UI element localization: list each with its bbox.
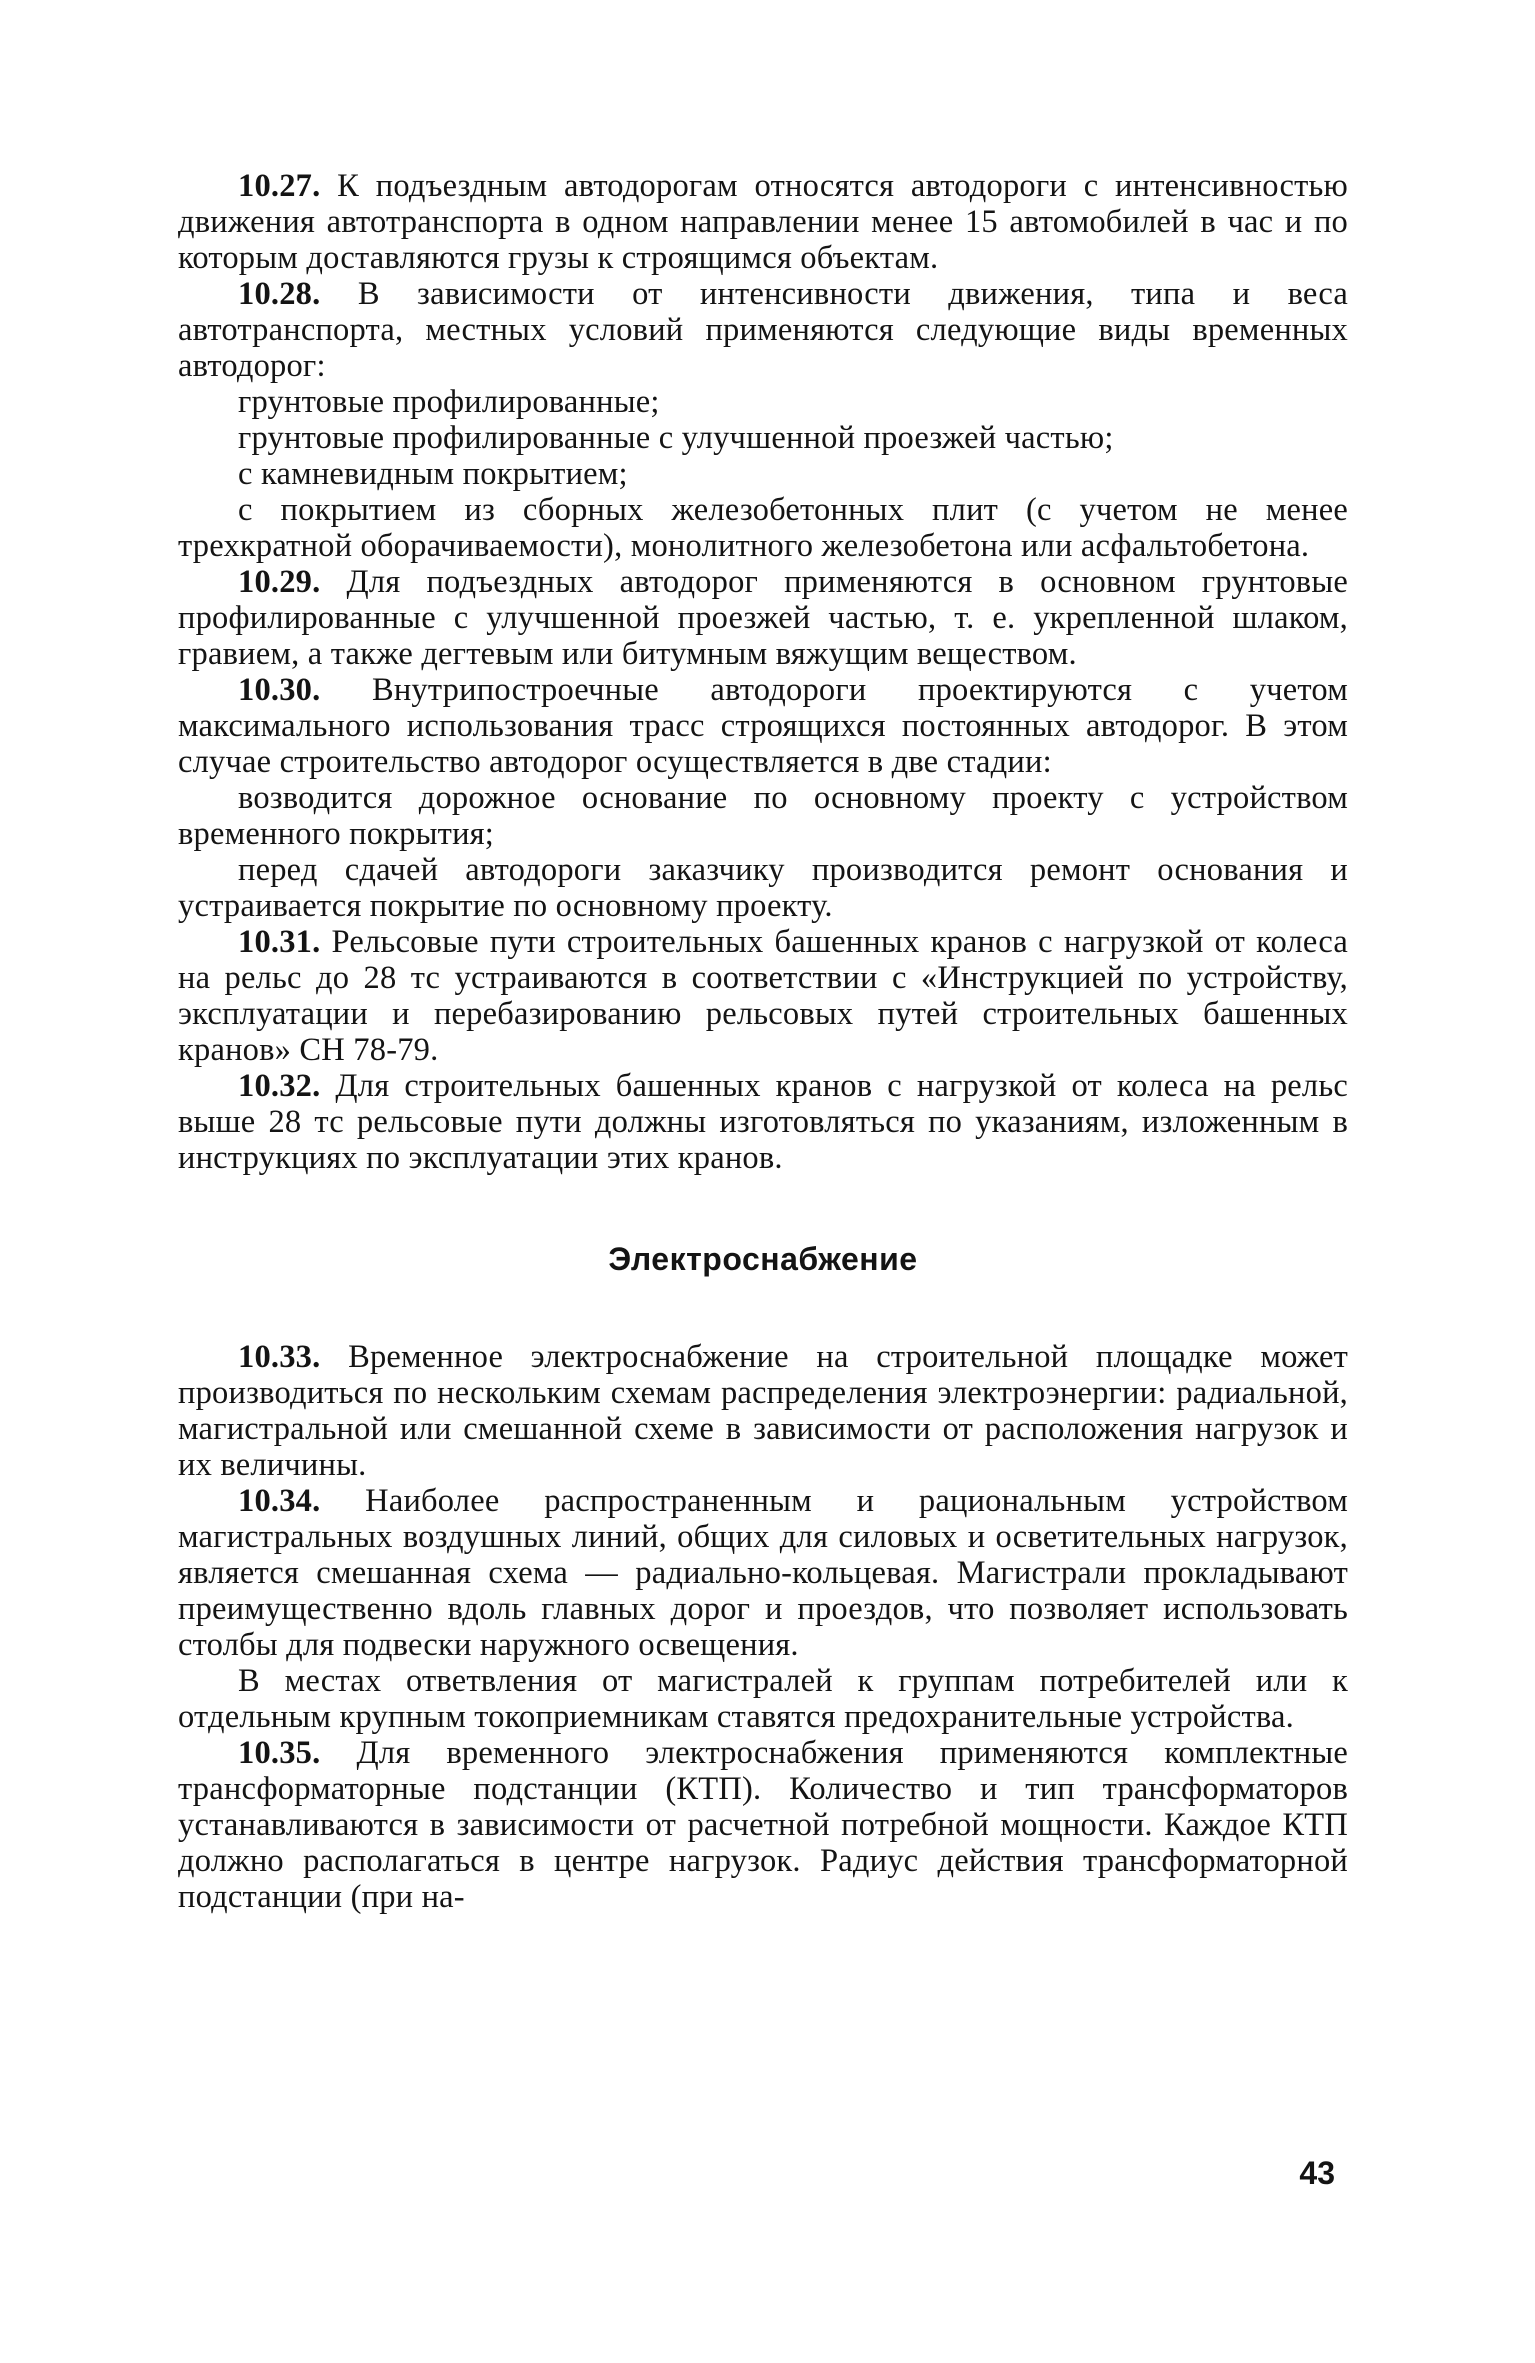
paragraph (178, 780, 1348, 852)
paragraph (178, 456, 1348, 492)
clause-number: 10.28. (238, 276, 321, 312)
paragraph (178, 852, 1348, 924)
paragraph-text: перед сдачей автодороги заказчику производится ремонт основания и устраивается покрытие по основному проекту. (178, 852, 1348, 924)
paragraph-text: с камневидным покрытием; (238, 456, 628, 492)
paragraph-text: К подъездным автодорогам относятся автодороги с интенсивностью движения автотранспорта в одном направлении менее 15 автомобилей в час и по которым доставляются грузы к строящимся объектам. (178, 168, 1348, 276)
paragraph-text: Внутрипостроечные автодороги проектируются с учетом максимального использования трасс строящихся постоянных автодорог. В этом случае строительство автодорог осуществляется в две стадии: (178, 672, 1348, 780)
paragraph (178, 1068, 1348, 1176)
paragraph-text: Рельсовые пути строительных башенных кранов с нагрузкой от колеса на рельс до 28 тс устраиваются в соответствии с «Инструкцией по устройству, эксплуатации и перебазированию рельсовых путей строительных башенных кранов» СН 78-79. (178, 924, 1348, 1068)
paragraph-text: В местах ответвления от магистралей к группам потребителей или к отдельным крупным токоприемникам ставятся предохранительные устройства. (178, 1663, 1348, 1735)
paragraphs-before-heading (178, 168, 1348, 1176)
paragraph (178, 1735, 1348, 1915)
paragraph-text: В зависимости от интенсивности движения, типа и веса автотранспорта, местных условий применяются следующие виды временных автодорог: (178, 276, 1348, 384)
main-text (178, 168, 1348, 1915)
clause-number: 10.29. (238, 564, 321, 600)
paragraph (178, 1483, 1348, 1663)
paragraph-text: Для строительных башенных кранов с нагрузкой от колеса на рельс выше 28 тс рельсовые пути должны изготовляться по указаниям, изложенным в инструкциях по эксплуатации этих кранов. (178, 1068, 1348, 1176)
paragraph (178, 492, 1348, 564)
paragraph-text: грунтовые профилированные; (238, 384, 660, 420)
clause-number: 10.34. (238, 1483, 321, 1519)
paragraph (178, 1339, 1348, 1483)
paragraph-text: Наиболее распространенным и рациональным устройством магистральных воздушных линий, общих для силовых и осветительных нагрузок, является смешанная схема — радиально-кольцевая. Магистрали прокладывают преимущественно вдоль главных дорог и проездов, что позволяет использовать столбы для подвески наружного освещения. (178, 1483, 1348, 1663)
paragraph (178, 420, 1348, 456)
paragraph (178, 384, 1348, 420)
clause-number: 10.27. (238, 168, 321, 204)
clause-number: 10.32. (238, 1068, 321, 1104)
paragraph-text: возводится дорожное основание по основному проекту с устройством временного покрытия; (178, 780, 1348, 852)
clause-number: 10.33. (238, 1339, 321, 1375)
clause-number: 10.35. (238, 1735, 321, 1771)
clause-number: 10.30. (238, 672, 321, 708)
page-number: 43 (1299, 2155, 1335, 2191)
paragraph (178, 564, 1348, 672)
paragraphs-after-heading (178, 1339, 1348, 1915)
paragraph (178, 1663, 1348, 1735)
clause-number: 10.31. (238, 924, 321, 960)
paragraph (178, 924, 1348, 1068)
paragraph (178, 672, 1348, 780)
paragraph (178, 168, 1348, 276)
paragraph-text: Для подъездных автодорог применяются в основном грунтовые профилированные с улучшенной проезжей частью, т. е. укрепленной шлаком, гравием, а также дегтевым или битумным вяжущим веществом. (178, 564, 1348, 672)
section-heading: Электроснабжение (608, 1241, 918, 1277)
paragraph (178, 276, 1348, 384)
paragraph-text: с покрытием из сборных железобетонных плит (с учетом не менее трехкратной оборачиваемости), монолитного железобетона или асфальтобетона. (178, 492, 1348, 564)
paragraph-text: грунтовые профилированные с улучшенной проезжей частью; (238, 420, 1114, 456)
paragraph-text: Для временного электроснабжения применяются комплектные трансформаторные подстанции (КТП). Количество и тип трансформаторов устанавливаются в зависимости от расчетной потребной мощности. Каждое КТП должно располагаться в центре нагрузок. Радиус действия трансформаторной подстанции (при на- (178, 1735, 1348, 1915)
paragraph-text: Временное электроснабжение на строительной площадке может производиться по нескольким схемам распределения электроэнергии: радиальной, магистральной или смешанной схеме в зависимости от расположения нагрузок и их величины. (178, 1339, 1348, 1483)
